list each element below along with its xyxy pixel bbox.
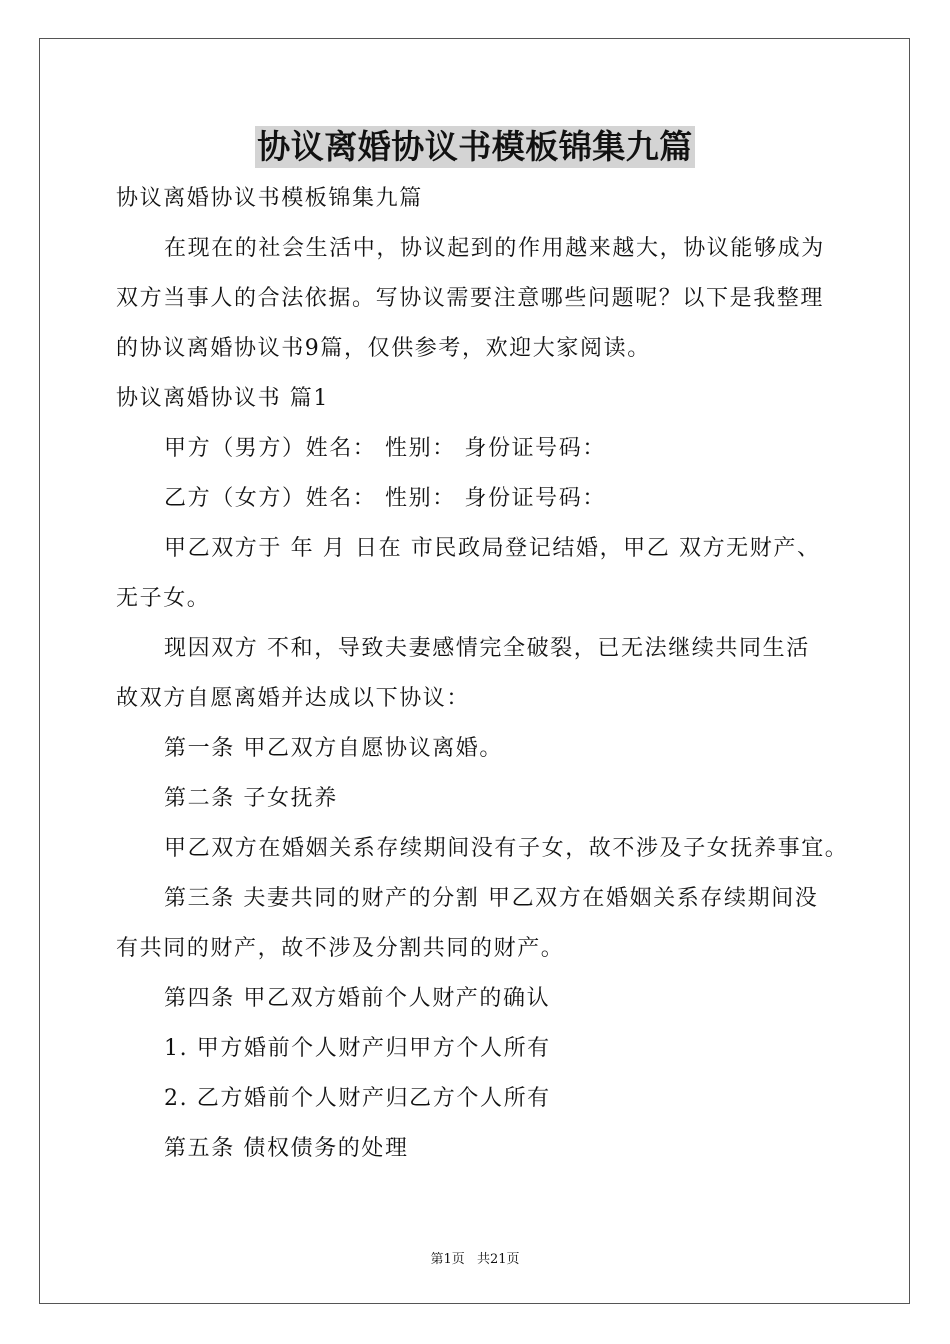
page-number: 第1页 bbox=[430, 1252, 465, 1267]
paragraph-line: 的协议离婚协议书9篇，仅供参考，欢迎大家阅读。 bbox=[116, 336, 651, 361]
title-container bbox=[0, 126, 950, 168]
list-item: 2. 乙方婚前个人财产归乙方个人所有 bbox=[164, 1086, 551, 1111]
article-line: 第二条 子女抚养 bbox=[164, 786, 338, 811]
subtitle-line: 协议离婚协议书模板锦集九篇 bbox=[116, 186, 423, 211]
paragraph-line: 无子女。 bbox=[116, 586, 211, 611]
paragraph-line: 现因双方 不和，导致夫妻感情完全破裂，已无法继续共同生活 bbox=[164, 636, 810, 661]
page-total: 共21页 bbox=[476, 1252, 520, 1267]
paragraph-line: 双方当事人的合法依据。写协议需要注意哪些问题呢？以下是我整理 bbox=[116, 286, 825, 311]
paragraph-line: 乙方（女方）姓名： 性别： 身份证号码： bbox=[164, 486, 606, 511]
article-line: 第五条 债权债务的处理 bbox=[164, 1136, 409, 1161]
article-line: 第一条 甲乙双方自愿协议离婚。 bbox=[164, 736, 503, 761]
paragraph-line: 故双方自愿离婚并达成以下协议： bbox=[116, 686, 471, 711]
paragraph-line: 有共同的财产，故不涉及分割共同的财产。 bbox=[116, 936, 565, 961]
page-border bbox=[39, 38, 910, 1304]
page-footer bbox=[0, 1248, 950, 1267]
article-line: 第四条 甲乙双方婚前个人财产的确认 bbox=[164, 986, 551, 1011]
paragraph-line: 在现在的社会生活中，协议起到的作用越来越大，协议能够成为 bbox=[164, 236, 825, 261]
paragraph-line: 甲乙双方在婚姻关系存续期间没有子女，故不涉及子女抚养事宜。 bbox=[164, 836, 849, 861]
document-title: 协议离婚协议书模板锦集九篇 bbox=[257, 127, 693, 166]
paragraph-line: 甲乙双方于 年 月 日在 市民政局登记结婚，甲乙 双方无财产、 bbox=[164, 536, 821, 561]
paragraph-line: 甲方（男方）姓名： 性别： 身份证号码： bbox=[164, 436, 606, 461]
article-line: 第三条 夫妻共同的财产的分割 甲乙双方在婚姻关系存续期间没 bbox=[164, 886, 819, 911]
section-heading: 协议离婚协议书 篇1 bbox=[116, 386, 329, 411]
list-item: 1. 甲方婚前个人财产归甲方个人所有 bbox=[164, 1036, 551, 1061]
